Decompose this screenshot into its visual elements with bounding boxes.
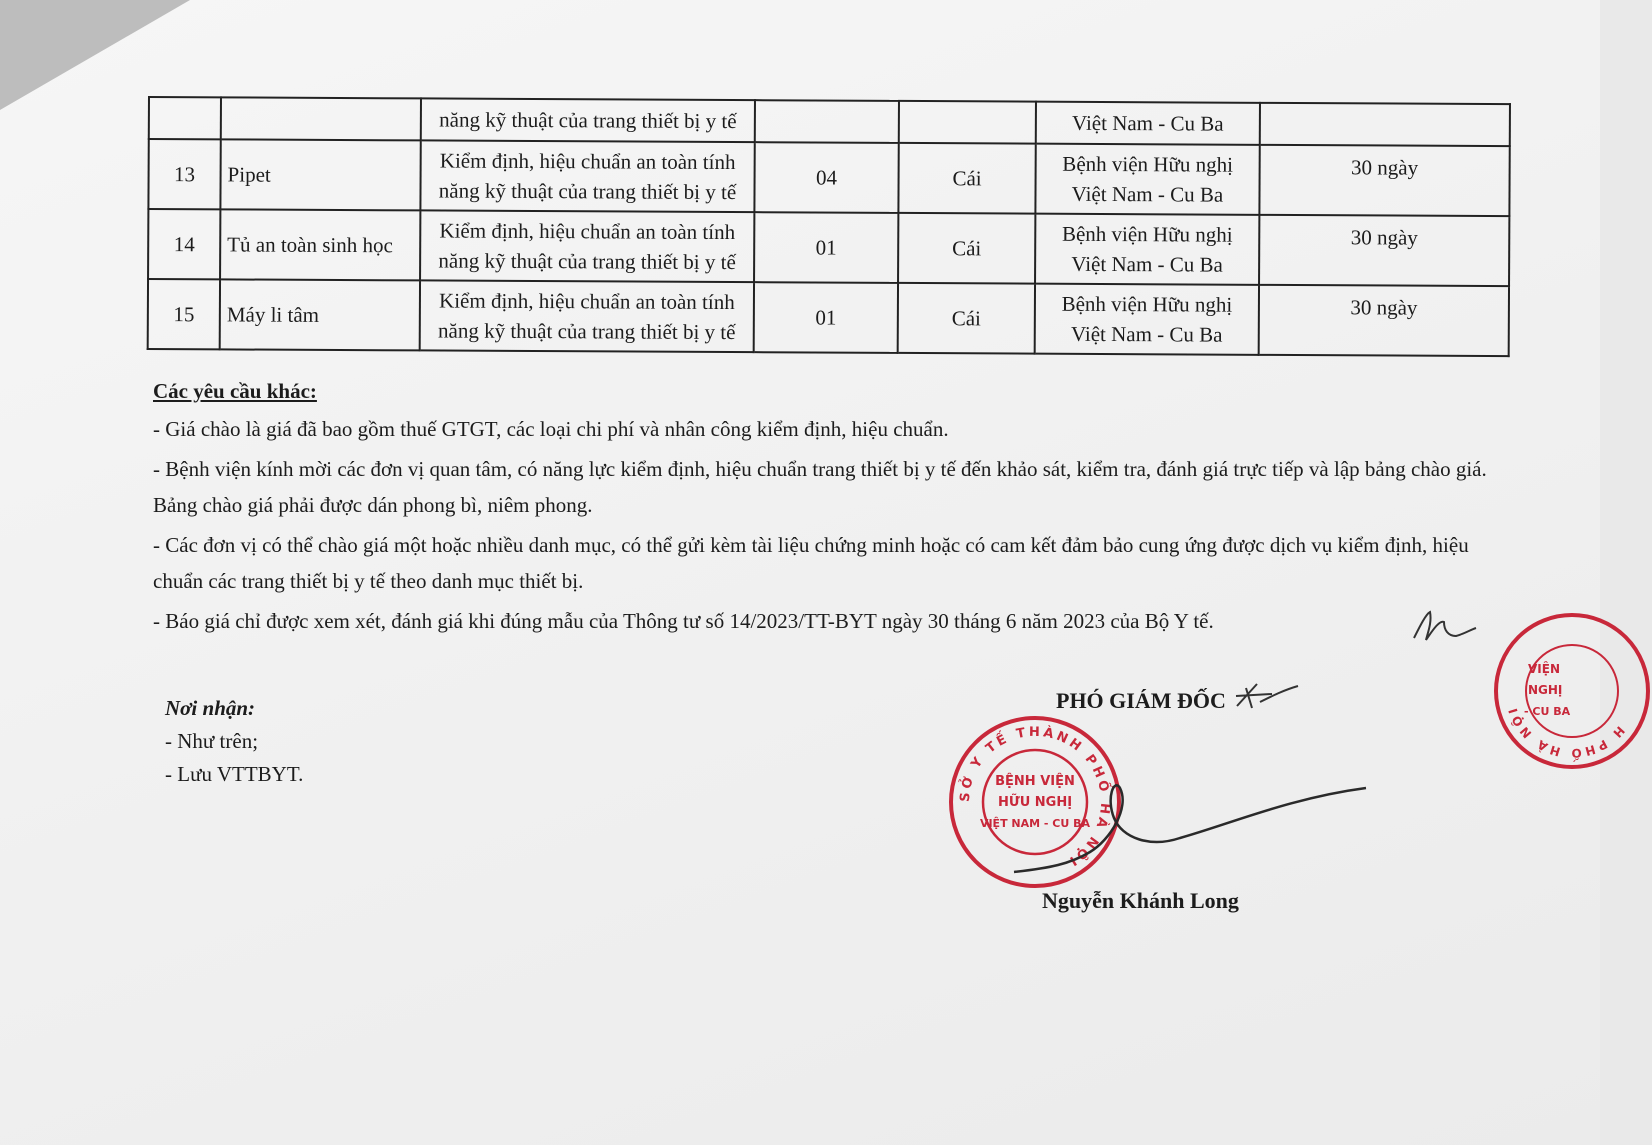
cell-location: Bệnh viện Hữu nghị Việt Nam - Cu Ba [1035,144,1259,215]
cell-unit: Cái [898,143,1035,214]
initials-signature [1232,676,1302,716]
table-row [149,97,1510,146]
partial-seal-line-2: NGHỊ [1528,683,1563,697]
cell-row-number: 15 [148,279,220,349]
cell-row-number: 13 [148,139,220,209]
partial-seal-margin [1492,606,1652,776]
cell-location: Bệnh viện Hữu nghị Việt Nam - Cu Ba [1035,214,1259,285]
initials-signature-note [1410,606,1480,646]
requirement-item-2: - Bệnh viện kính mời các đơn vị quan tâm, có năng lực kiểm định, hiệu chuẩn trang thiết bị y tế đến khảo sát, kiểm tra, đánh giá trực tiếp và lập bảng chào giá. Bảng chào giá phải được dán phong bì, niêm phong. [153,457,1487,517]
requirement-item-1: - Giá chào là giá đã bao gồm thuế GTGT, các loại chi phí và nhân công kiểm định, hiệu chuẩn. [153,417,949,441]
cell-duration: 30 ngày [1259,215,1509,286]
other-requirements [153,373,1503,643]
recipient-item: - Như trên; [165,729,259,753]
seal-line-3: VIỆT NAM - CU BA [979,817,1091,830]
cell-quantity [755,100,899,143]
page-corner-shadow [0,0,190,110]
items-table [147,96,1511,357]
cell-equipment-name: Máy li tâm [220,279,420,350]
cell-duration: 30 ngày [1259,145,1509,216]
table-row [148,209,1509,286]
director-signature [1010,768,1370,888]
cell-unit [899,101,1036,144]
partial-seal-line-1: VIỆN [1528,662,1560,676]
cell-service-description: Kiểm định, hiệu chuẩn an toàn tính năng kỹ thuật của trang thiết bị y tế [420,210,754,282]
requirement-item-3: - Các đơn vị có thể chào giá một hoặc nhiều danh mục, có thể gửi kèm tài liệu chứng minh hoặc có cam kết đảm bảo cung ứng được dịch vụ kiểm định, hiệu chuẩn các trang thiết bị y tế theo danh mục thiết bị. [153,533,1469,593]
signer-title: PHÓ GIÁM ĐỐC [1056,688,1226,713]
cell-quantity: 01 [754,212,898,283]
table-row [148,139,1509,216]
cell-location: Bệnh viện Hữu nghị Việt Nam - Cu Ba [1035,284,1259,355]
cell-equipment-name [221,97,421,140]
signer-name: Nguyễn Khánh Long [1042,888,1239,913]
cell-duration: 30 ngày [1259,285,1509,356]
cell-service-description: năng kỹ thuật của trang thiết bị y tế [421,98,755,142]
partial-seal-line-3: - CU BA [1524,705,1571,718]
cell-equipment-name: Pipet [220,139,420,210]
cell-unit: Cái [898,283,1035,354]
cell-quantity: 04 [754,142,898,213]
recipients-block [165,692,303,791]
seal-outer-text: SỞ Y TẾ THÀNH PHỐ HÀ NỘI [957,724,1113,870]
cell-row-number: 14 [148,209,220,279]
requirements-title: Các yêu cầu khác: [153,379,317,403]
cell-service-description: Kiểm định, hiệu chuẩn an toàn tính năng kỹ thuật của trang thiết bị y tế [420,280,754,352]
cell-unit: Cái [898,213,1035,284]
cell-duration [1260,103,1510,146]
recipients-title: Nơi nhận: [165,696,256,720]
partial-seal-outer-text: H PHỐ HÀ NỘI [1505,703,1628,761]
seal-line-2: HỮU NGHỊ [997,795,1073,810]
items-table-body [148,97,1510,356]
requirement-item-4: - Báo giá chỉ được xem xét, đánh giá khi đúng mẫu của Thông tư số 14/2023/TT-BYT ngày 30 tháng 6 năm 2023 của Bộ Y tế. [153,609,1214,633]
seal-line-1: BỆNH VIỆN [995,774,1075,789]
cell-quantity: 01 [754,282,898,353]
table-row [148,279,1509,356]
recipient-item: - Lưu VTTBYT. [165,762,304,786]
cell-row-number [149,97,221,139]
cell-service-description: Kiểm định, hiệu chuẩn an toàn tính năng kỹ thuật của trang thiết bị y tế [420,140,754,212]
cell-location: Việt Nam - Cu Ba [1036,102,1260,145]
cell-equipment-name: Tủ an toàn sinh học [220,209,420,280]
